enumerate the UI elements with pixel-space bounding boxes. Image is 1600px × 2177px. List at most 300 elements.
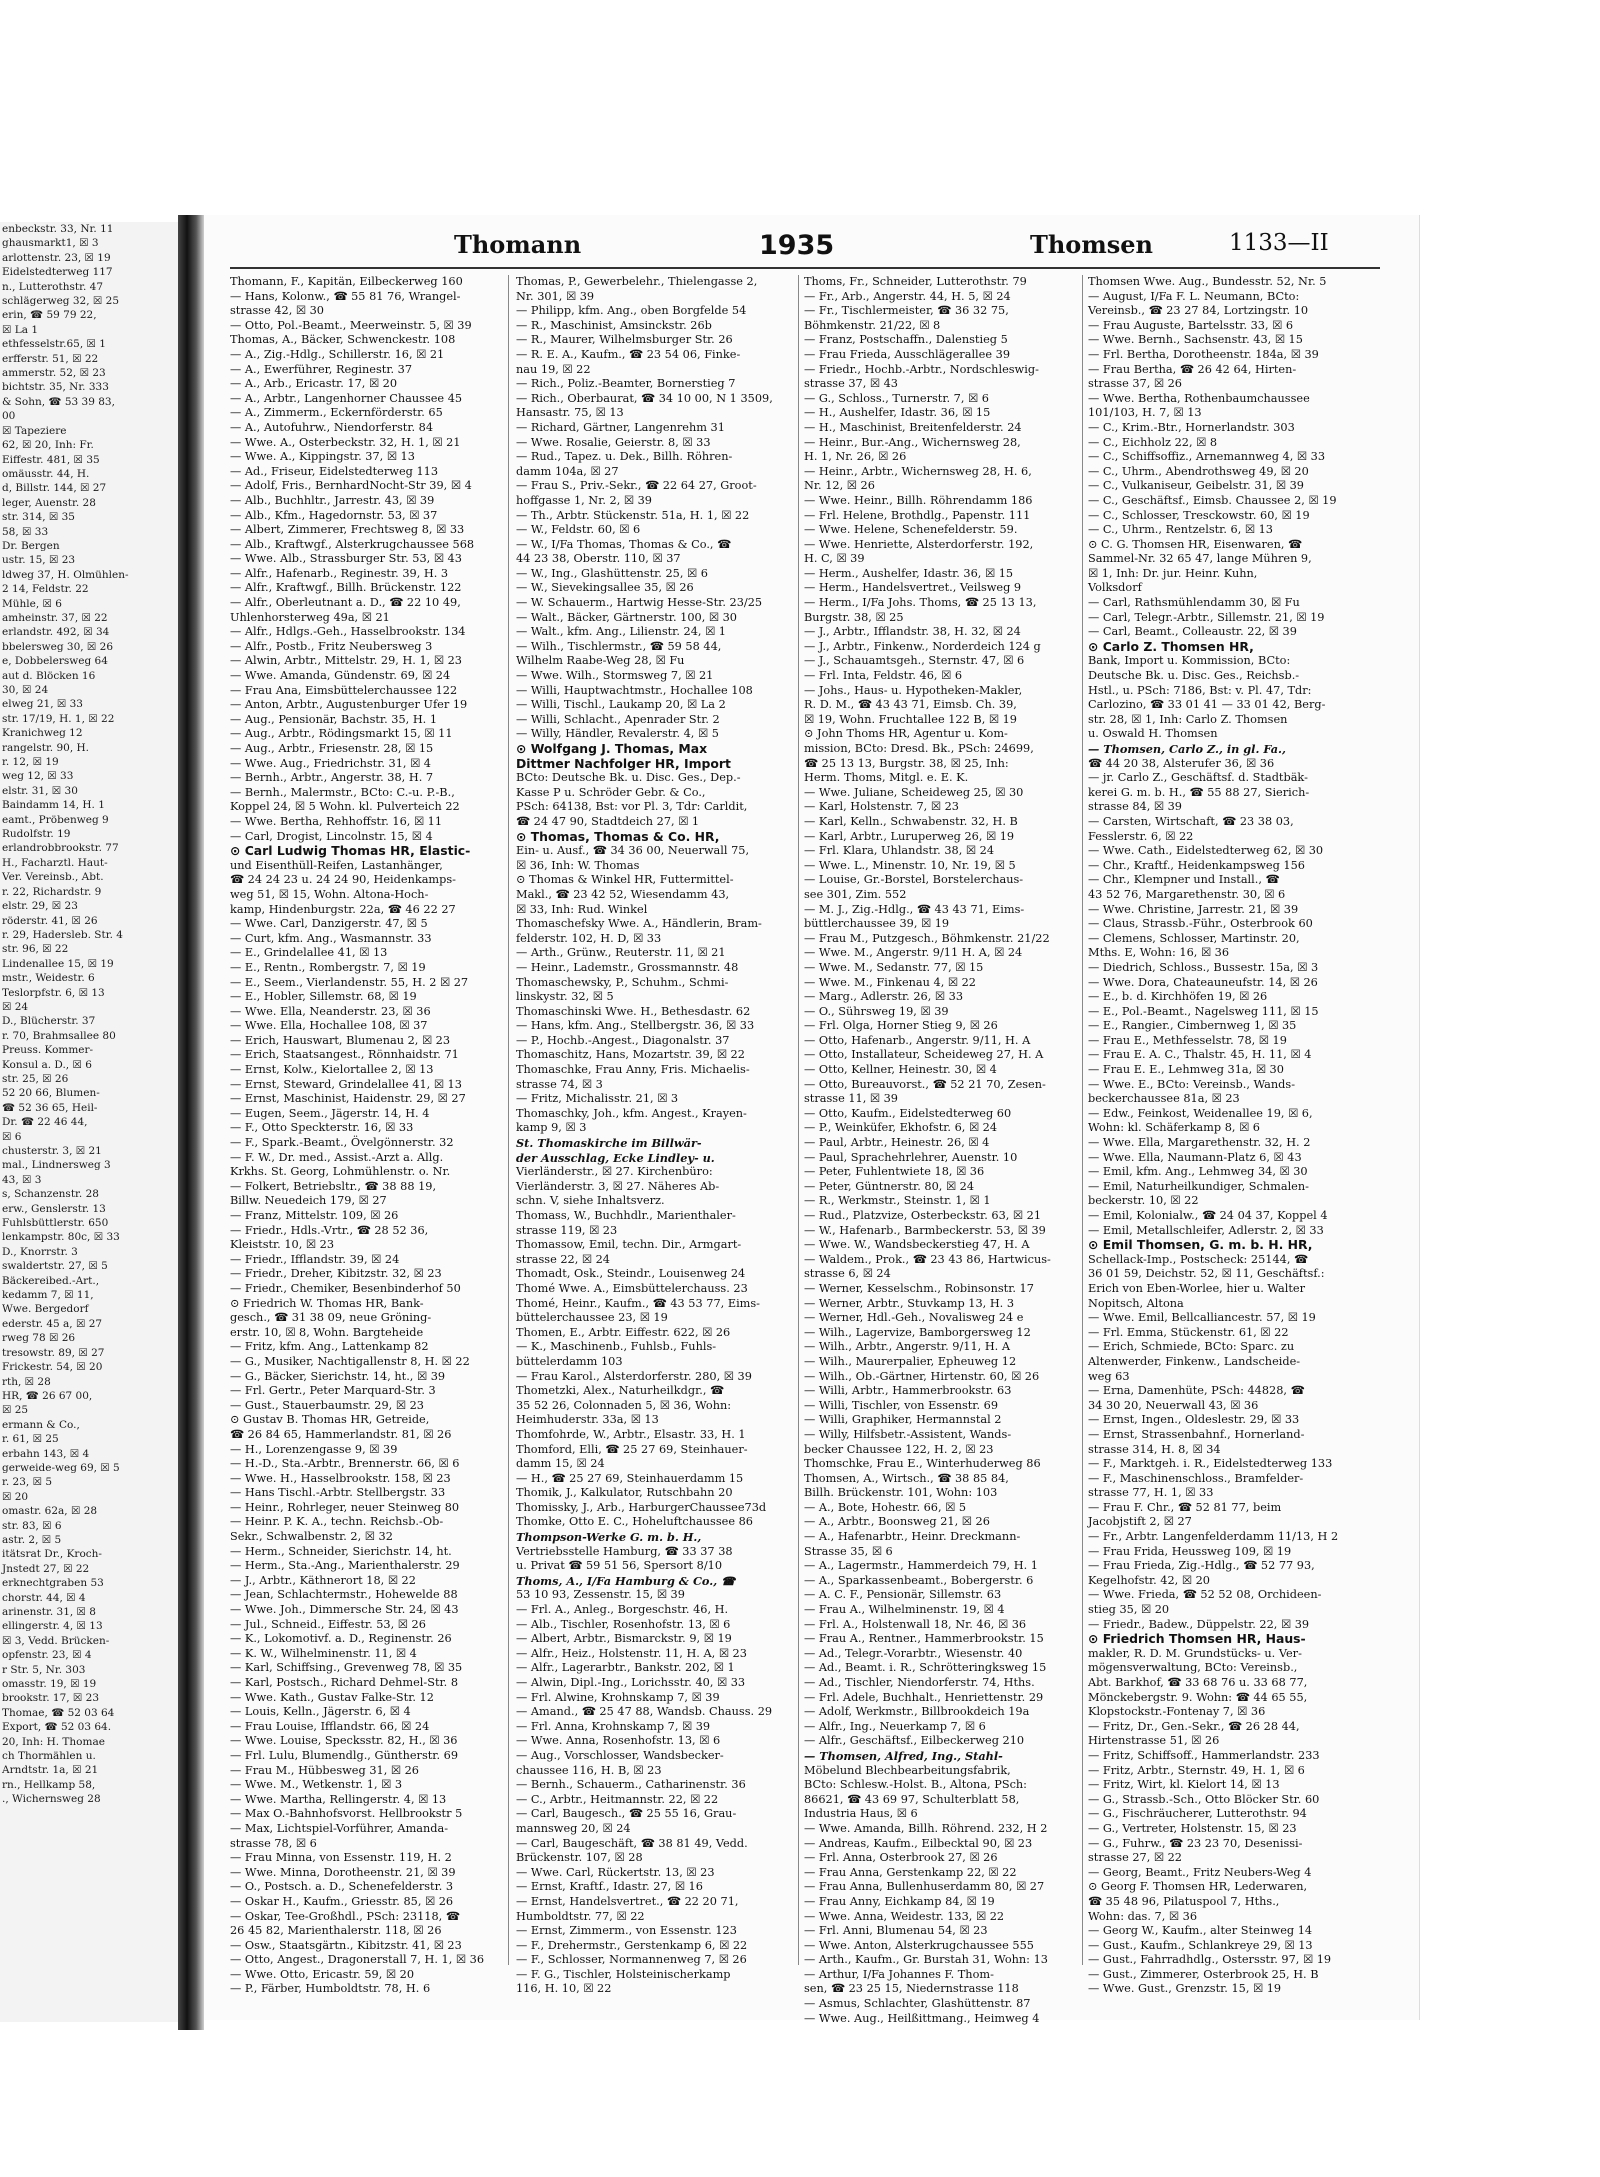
directory-entry: — Louise, Gr.-Borstel, Borstelerchaus- [804,873,1024,887]
facing-page-line: erw., Genslerstr. 13 [2,1202,106,1215]
directory-entry: Wilhelm Raabe-Weg 28, ☒ Fu [516,654,685,668]
facing-page-line: tresowstr. 89, ☒ 27 [2,1346,105,1359]
directory-entry: — Carl, Rathsmühlendamm 30, ☒ Fu [1088,596,1300,610]
facing-page-line: rangelstr. 90, H. [2,741,90,754]
directory-entry: Nopitsch, Altona [1088,1296,1184,1310]
directory-entry: — A., Zig.-Hdlg., Schillerstr. 16, ☒ 21 [230,347,445,361]
directory-entry: — Wwe. Amanda, Gündenstr. 69, ☒ 24 [230,669,451,683]
facing-page-line: 20, Inh: H. Thomae [2,1735,105,1748]
directory-entry: — F., Drehermstr., Gerstenkamp 6, ☒ 22 [516,1938,748,1952]
directory-entry: — Ernst, Kraftf., Idastr. 27, ☒ 16 [516,1880,703,1894]
directory-entry: — Max, Lichtspiel-Vorführer, Amanda- [230,1821,449,1835]
directory-entry: — Wwe. M., Finkenau 4, ☒ 22 [804,975,976,989]
directory-entry: Thompson-Werke G. m. b. H., [516,1530,702,1545]
facing-page-line: str. 83, ☒ 6 [2,1519,62,1532]
directory-entry: — Friedr., Ifflandstr. 39, ☒ 24 [230,1252,400,1266]
directory-entry: 43 52 76, Margarethenstr. 30, ☒ 6 [1088,887,1286,901]
directory-entry: ☒ 36, Inh: W. Thomas [516,858,640,872]
directory-entry: und Eisenthüll-Reifen, Lastanhänger, [230,858,443,872]
directory-entry: — G., Vertreter, Holstenstr. 15, ☒ 23 [1088,1821,1297,1835]
directory-entry: — Max O.-Bahnhofsvorst. Hellbrookstr 5 [230,1807,463,1821]
directory-entry: Bank, Import u. Kommission, BCto: [1088,654,1291,668]
directory-entry: — Thomsen, Alfred, Ing., Stahl- [804,1748,1003,1763]
directory-entry: ☎ 24 24 23 u. 24 24 90, Heidenkamps- [230,873,456,887]
directory-entry: — W., Hafenarb., Barmbeckerstr. 53, ☒ 39 [804,1223,1046,1237]
facing-page-line: Fuhlsbüttlerstr. 650 [2,1217,109,1230]
directory-entry: Thomford, Elli, ☎ 25 27 69, Steinhauer- [516,1442,748,1456]
directory-entry: — Diedrich, Schloss., Bussestr. 15a, ☒ 3 [1088,960,1319,974]
directory-entry: — Marg., Adlerstr. 26, ☒ 33 [804,990,964,1004]
directory-entry: Thomik, J., Kalkulator, Rutschbahn 20 [516,1486,733,1500]
directory-entry: — Frau Anna, Gerstenkamp 22, ☒ 22 [804,1865,1017,1879]
directory-entry: büttelerchaussee 23, ☒ 19 [516,1311,668,1325]
directory-entry: mögensverwaltung, BCto: Vereinsb., [1088,1661,1298,1675]
facing-page-line: eamt., Pröbenweg 9 [2,813,109,826]
directory-entry: — Arthur, I/Fa Johannes F. Thom- [804,1967,994,1981]
directory-entry: — Louis, Kelln., Jägerstr. 6, ☒ 4 [230,1705,411,1719]
directory-entry: strasse 314, H. 8, ☒ 34 [1088,1442,1221,1456]
directory-entry: PSch: 64138, Bst: vor Pl. 3, Tdr: Carldit, [516,800,748,814]
directory-entry: — Heinr. P. K. A., techn. Reichsb.-Ob- [230,1515,444,1529]
directory-entry: — Oskar, Tee-Großhdl., PSch: 23118, ☎ [230,1909,460,1923]
column-divider [798,275,799,1965]
directory-entry: — Heinr., Bur.-Ang., Wichernsweg 28, [804,435,1021,449]
directory-entry: — Alfr., Heiz., Holstenstr. 11, H. A, ☒ 23 [516,1646,747,1660]
facing-page-line: chusterstr. 3, ☒ 21 [2,1145,102,1157]
directory-entry: — Alwin, Arbtr., Mittelstr. 29, H. 1, ☒ 23 [230,654,462,668]
directory-entry: Thomaschke, Frau Anny, Fris. Michaelis- [516,1063,750,1077]
directory-entry: ⊙ Emil Thomsen, G. m. b. H. HR, [1088,1237,1313,1253]
directory-entry: Thoms, Fr., Schneider, Lutterothstr. 79 [804,275,1027,288]
directory-entry: — Wwe. M., Wetkenstr. 1, ☒ 3 [230,1778,403,1792]
directory-entry: — Wwe. Joh., Dimmersche Str. 24, ☒ 43 [230,1603,459,1617]
directory-entry: — Wwe. Ella, Hochallee 108, ☒ 37 [230,1019,428,1033]
facing-page-line: astr. 2, ☒ 5 [2,1533,62,1546]
directory-entry: — Otto, Kaufm., Eidelstedterweg 60 [804,1106,1012,1120]
directory-entry: — Georg W., Kaufm., alter Steinweg 14 [1088,1924,1313,1938]
directory-entry: — Otto, Kellner, Heinestr. 30, ☒ 4 [804,1063,997,1077]
directory-entry: 44 23 38, Oberstr. 110, ☒ 37 [516,552,681,566]
directory-entry: — Peter, Güntnerstr. 80, ☒ 24 [804,1179,975,1193]
directory-entry: ☒ 1, Inh: Dr. jur. Heinr. Kuhn, [1088,566,1258,580]
directory-entry: — R., Werkmstr., Steinstr. 1, ☒ 1 [804,1194,991,1208]
directory-entry: Kleiststr. 10, ☒ 23 [230,1238,335,1252]
directory-entry: — Ernst, Handelsvertret., ☎ 22 20 71, [516,1894,739,1908]
directory-entry: — Ernst, Ingen., Oldeslestr. 29, ☒ 33 [1088,1413,1300,1427]
facing-page-line: HR, ☎ 26 67 00, [2,1389,93,1402]
directory-entry: 116, H. 10, ☒ 22 [516,1982,612,1996]
directory-entry: — Frau Anna, Bullenhuserdamm 80, ☒ 27 [804,1880,1045,1894]
directory-entry: — Andreas, Kaufm., Eilbecktal 90, ☒ 23 [804,1836,1033,1850]
directory-entry: — Wwe. Henriette, Alsterdorferstr. 192, [804,537,1034,551]
facing-page-line: ghausmarkt1, ☒ 3 [2,237,99,250]
facing-page-line: Lindenallee 15, ☒ 19 [2,957,114,970]
directory-entry: — C., Vulkaniseur, Geibelstr. 31, ☒ 39 [1088,479,1304,493]
facing-page-line: kedamm 7, ☒ 11, [2,1289,94,1302]
directory-entry: — Wwe. Juliane, Scheideweg 25, ☒ 30 [804,785,1024,799]
directory-entry: strasse 11, ☒ 39 [804,1092,898,1106]
directory-entry: Wohn: das. 7, ☒ 36 [1088,1909,1198,1923]
directory-entry: — Peter, Fuhlentwiete 18, ☒ 36 [804,1165,985,1179]
directory-entry: — Wilh., Maurerpalier, Epheuweg 12 [804,1354,1017,1368]
directory-entry: — Wwe. E., BCto: Vereinsb., Wands- [1088,1077,1296,1091]
directory-entry: — Bernh., Arbtr., Angerstr. 38, H. 7 [230,771,434,785]
facing-page-line: ., Wichernsweg 28 [2,1793,101,1806]
facing-page-line: Dr. Bergen [2,539,60,552]
directory-entry: Uhlenhorsterweg 49a, ☒ 21 [230,610,390,624]
facing-page-line: ethfesselstr.65, ☒ 1 [2,338,106,351]
directory-entry: — Adolf, Werkmstr., Billbrookdeich 19a [804,1705,1030,1719]
directory-entry: strasse 37, ☒ 26 [1088,377,1182,391]
directory-entry: strasse 37, ☒ 43 [804,377,898,391]
directory-entry: — K., Maschinenb., Fuhlsb., Fuhls- [516,1340,717,1354]
directory-entry: Thomen, E., Arbtr. Eiffestr. 622, ☒ 26 [516,1325,731,1339]
facing-page-line: ☒ 20 [2,1490,29,1503]
facing-page-line: erfferstr. 51, ☒ 22 [2,352,99,365]
directory-entry: — A., Arbtr., Boonsweg 21, ☒ 26 [804,1515,990,1529]
directory-entry: — A., Bote, Hohestr. 66, ☒ 5 [804,1500,967,1514]
directory-entry: 101/103, H. 7, ☒ 13 [1088,406,1202,420]
directory-entry: — Carl, Baugesch., ☎ 25 55 16, Grau- [516,1807,737,1821]
directory-entry: — A., Autofuhrw., Niendorferstr. 84 [230,420,434,434]
directory-entry: — Erich, Schmiede, BCto: Sparc. zu [1088,1340,1295,1354]
directory-entry: — Alfr., Ing., Neuerkamp 7, ☒ 6 [804,1719,986,1733]
directory-entry: — Wwe. Ella, Naumann-Platz 6, ☒ 43 [1088,1150,1302,1164]
directory-entry: — Werner, Arbtr., Stuvkamp 13, H. 3 [804,1296,1015,1310]
facing-page-line: röderstr. 41, ☒ 26 [2,914,98,927]
directory-entry: — Rich., Oberbaurat, ☎ 34 10 00, N 1 3509, [516,391,773,405]
directory-entry: — Georg, Beamt., Fritz Neubers-Weg 4 [1088,1865,1312,1879]
directory-entry: — Frl. Bertha, Dorotheenstr. 184a, ☒ 39 [1088,347,1319,361]
directory-entry: schn. V, siehe Inhaltsverz. [516,1194,665,1208]
facing-page-line: ederstr. 45 a, ☒ 27 [2,1317,103,1330]
directory-entry: — Alb., Kfm., Hagedornstr. 53, ☒ 37 [230,508,438,522]
directory-entry: — Wwe. Dora, Chateauneufstr. 14, ☒ 26 [1088,975,1318,989]
facing-page-line: leger, Auenstr. 28 [2,496,96,509]
facing-page-line: Kranichweg 12 [2,727,83,740]
directory-entry: — Walt., Bäcker, Gärtnerstr. 100, ☒ 30 [516,610,737,624]
directory-entry: — F., Schlosser, Normannenweg 7, ☒ 26 [516,1953,747,1967]
directory-entry: — Wwe. L., Minenstr. 10, Nr. 19, ☒ 5 [804,858,1016,872]
facing-page-line: ☒ 3, Vedd. Brücken- [2,1634,110,1647]
directory-entry: Thomadt, Osk., Steindr., Louisenweg 24 [516,1267,746,1281]
facing-page-line: ☒ Tapeziere [2,424,67,437]
directory-entry: Mönckebergstr. 9. Wohn: ☎ 44 65 55, [1088,1690,1308,1704]
directory-entry: — C., Arbtr., Heitmannstr. 22, ☒ 22 [516,1792,719,1806]
directory-entry: — F., Maschinenschloss., Bramfelder- [1088,1471,1304,1485]
directory-entry: — Willi, Tischl., Laukamp 20, ☒ La 2 [516,698,726,712]
directory-entry: kerei G. m. b. H., ☎ 55 88 27, Sierich- [1088,785,1310,799]
facing-page-line: s, Schanzenstr. 28 [2,1188,99,1201]
directory-entry: — Frl. Adele, Buchhalt., Henriettenstr. 29 [804,1690,1044,1704]
facing-page-line: 52 20 66, Blumen- [2,1087,100,1100]
directory-entry: — Erich, Hauswart, Blumenau 2, ☒ 23 [230,1033,451,1047]
directory-entry: — Arth., Grünw., Reuterstr. 11, ☒ 21 [516,946,726,960]
facing-page-line: d, Billstr. 144, ☒ 27 [2,482,107,495]
directory-entry: — Willi, Schlacht., Apenrader Str. 2 [516,712,720,726]
directory-entry: — Frau S., Priv.-Sekr., ☎ 22 64 27, Groot- [516,479,757,493]
directory-entry: — H.-D., Sta.-Arbtr., Brennerstr. 66, ☒ 6 [230,1457,460,1471]
directory-entry: — Philipp, kfm. Ang., oben Borgfelde 54 [516,304,747,318]
directory-entry: — H., Aushelfer, Idastr. 36, ☒ 15 [804,406,991,420]
directory-entry: — A. C. F., Pensionär, Sillemstr. 63 [804,1588,1002,1602]
directory-entry: — Wilh., Tischlermstr., ☎ 59 58 44, [516,639,722,653]
directory-entry: — Chr., Klempner und Install., ☎ [1088,873,1280,887]
directory-entry: — Frau M., Putzgesch., Böhmkenstr. 21/22 [804,931,1050,945]
directory-entry: — Frau A., Wilhelminenstr. 19, ☒ 4 [804,1603,1005,1617]
facing-page-line: erlandstr. 492, ☒ 34 [2,626,110,639]
directory-entry: — Gust., Stauerbaumstr. 29, ☒ 23 [230,1398,424,1412]
directory-entry: — Willy, Händler, Revalerstr. 4, ☒ 5 [516,727,719,741]
directory-entry: mannsweg 20, ☒ 24 [516,1821,631,1835]
facing-page-line: str. 17/19, H. 1, ☒ 22 [2,712,115,725]
facing-page-line: ☒ 6 [2,1130,22,1143]
facing-page-line: erbahn 143, ☒ 4 [2,1447,90,1460]
directory-entry: — Frau Louise, Ifflandstr. 66, ☒ 24 [230,1719,430,1733]
facing-page-line: 58, ☒ 33 [2,525,49,538]
directory-entry: Thomfohrde, W., Arbtr., Elsastr. 33, H. 1 [516,1427,746,1441]
directory-entry: — G., Bäcker, Sierichstr. 14, ht., ☒ 39 [230,1369,446,1383]
directory-entry: — Frl. Anna, Osterbrook 27, ☒ 26 [804,1851,998,1865]
facing-page-line: r. 12, ☒ 19 [2,756,59,769]
page-header [204,230,1419,270]
directory-entry: — Folkert, Betriebsltr., ☎ 38 88 19, [230,1179,437,1193]
directory-entry: — Wilh., Lagervize, Bamborgersweg 12 [804,1325,1031,1339]
facing-page-line: elweg 21, ☒ 33 [2,698,83,711]
directory-entry: — Karl, Schiffsing., Grevenweg 78, ☒ 35 [230,1661,463,1675]
directory-entry: — Ad., Beamt. i. R., Schrötteringksweg 15 [804,1661,1047,1675]
directory-entry: — Herm., Aushelfer, Idastr. 36, ☒ 15 [804,566,1014,580]
header-year: 1935 [759,230,835,261]
directory-entry: makler, R. D. M. Grundstücks- u. Ver- [1088,1646,1302,1660]
directory-entry: — Wwe. Anna, Rosenhofstr. 13, ☒ 6 [516,1734,721,1748]
directory-entry: Böhmkenstr. 21/22, ☒ 8 [804,318,941,332]
directory-entry: — Chr., Kraftf., Heidenkampsweg 156 [1088,858,1305,872]
directory-entry: — Wwe. Carl, Rückertstr. 13, ☒ 23 [516,1865,715,1879]
facing-page-line: Preuss. Kommer- [2,1044,94,1057]
facing-page-line: r. 70, Brahmsallee 80 [2,1029,116,1042]
directory-entry: — H., Lorenzengasse 9, ☒ 39 [230,1442,398,1456]
directory-entry: H. 1, Nr. 26, ☒ 26 [804,450,907,464]
directory-entry: — Wwe. Bertha, Rothenbaumchaussee [1088,391,1310,405]
directory-entry: — Wwe. Alb., Strassburger Str. 53, ☒ 43 [230,552,462,566]
directory-entry: — Wwe. Amanda, Billh. Röhrend. 232, H 2 [804,1821,1048,1835]
directory-entry: — Friedr., Dreher, Kibitzstr. 32, ☒ 23 [230,1267,442,1281]
directory-entry: — Aug., Vorschlosser, Wandsbecker- [516,1748,724,1762]
directory-entry: — Oskar H., Kaufm., Griesstr. 85, ☒ 26 [230,1894,454,1908]
facing-page-line: elstr. 31, ☒ 30 [2,784,78,797]
directory-entry: — Otto, Hafenarb., Angerstr. 9/11, H. A [804,1033,1031,1047]
directory-entry: — Willi, Arbtr., Hammerbrookstr. 63 [804,1384,1012,1398]
directory-entry: — Claus, Strassb.-Führ., Osterbrook 60 [1088,917,1313,931]
directory-entry: Brückenstr. 107, ☒ 28 [516,1851,643,1865]
directory-entry: 26 45 82, Marienthalerstr. 118, ☒ 26 [230,1924,442,1938]
directory-entry: Thomschke, Frau E., Winterhuderweg 86 [804,1457,1041,1471]
directory-entry: — Friedr., Badew., Düppelstr. 22, ☒ 39 [1088,1617,1310,1631]
facing-page-line: ammerstr. 52, ☒ 23 [2,367,106,380]
directory-entry: — P., Färber, Humboldtstr. 78, H. 6 [230,1982,431,1996]
directory-page [204,215,1420,2025]
directory-entry: — Frl. Emma, Stückenstr. 61, ☒ 22 [1088,1325,1289,1339]
directory-entry: — Franz, Mittelstr. 109, ☒ 26 [230,1209,399,1222]
directory-entry: ☒ 19, Wohn. Fruchtallee 122 B, ☒ 19 [804,712,1017,726]
directory-entry: Hirtenstrasse 51, ☒ 26 [1088,1734,1220,1748]
directory-entry: — Gust., Kaufm., Schlankreye 29, ☒ 13 [1088,1938,1313,1952]
directory-entry: — Walt., kfm. Ang., Lilienstr. 24, ☒ 1 [516,625,726,639]
directory-entry: Herm. Thoms, Mitgl. e. E. K. [804,771,969,785]
directory-entry: — Anton, Arbtr., Augustenburger Ufer 19 [230,698,468,712]
directory-entry: — J., Arbtr., Käthnerort 18, ☒ 22 [230,1573,416,1587]
directory-entry: Hstl., u. PSch: 7186, Bst: v. Pl. 47, Tdr: [1088,683,1312,697]
directory-entry: — J., Arbtr., Ifflandstr. 38, H. 32, ☒ 24 [804,625,1021,639]
directory-entry: — Rich., Poliz.-Beamter, Bornerstieg 7 [516,377,736,391]
directory-entry: — Herm., Schneider, Sierichstr. 14, ht. [230,1544,452,1558]
directory-entry: — W., Feldstr. 60, ☒ 6 [516,523,641,537]
directory-entry: 53 10 93, Zessenstr. 15, ☒ 39 [516,1588,685,1602]
book-gutter [178,215,204,2030]
directory-entry: R. D. M., ☎ 43 43 71, Eimsb. Ch. 39, [804,698,1017,712]
directory-entry: — K. W., Wilhelminenstr. 11, ☒ 4 [230,1646,417,1660]
directory-entry: — R. E. A., Kaufm., ☎ 23 54 06, Finke- [516,347,741,361]
directory-entry: — Emil, Kolonialw., ☎ 24 04 37, Koppel 4 [1088,1209,1328,1222]
directory-entry: — Frau M., Hübbesweg 31, ☒ 26 [230,1763,419,1777]
column-3 [804,275,1080,2025]
facing-page-line: 62, ☒ 20, Inh: Fr. [2,439,94,452]
directory-entry: — Karl, Arbtr., Luruperweg 26, ☒ 19 [804,829,1015,843]
directory-entry: — Willi, Graphiker, Hermannstal 2 [804,1413,1002,1427]
directory-entry: ☎ 44 20 38, Alsterufer 36, ☒ 36 [1088,756,1275,770]
directory-entry: hoffgasse 1, Nr. 2, ☒ 39 [516,493,652,507]
directory-entry: Schellack-Imp., Postscheck: 25144, ☎ [1088,1252,1309,1266]
directory-entry: — Gust., Fahrradhdlg., Ostersstr. 97, ☒ 19 [1088,1953,1332,1967]
directory-entry: Thomaschinski Wwe. H., Bethesdastr. 62 [516,1004,751,1018]
directory-entry: — Werner, Kesselschm., Robinsonstr. 17 [804,1281,1034,1295]
directory-entry: — Wwe. Anton, Alsterkrugchaussee 555 [804,1938,1034,1952]
directory-entry: — Wwe. Aug., Heilßittmang., Heimweg 4 [804,2011,1040,2025]
directory-entry: Nr. 12, ☒ 26 [804,479,875,493]
directory-entry: Thomas, A., Bäcker, Schwenckestr. 108 [230,333,456,347]
directory-entry: — Friedr., Hochb.-Arbtr., Nordschleswig- [804,362,1039,376]
directory-entry: 34 30 20, Neuerwall 43, ☒ 36 [1088,1398,1259,1412]
directory-entry: — Johs., Haus- u. Hypotheken-Makler, [804,683,1023,697]
directory-entry: — H., Maschinist, Breitenfelderstr. 24 [804,420,1022,434]
directory-entry: — Otto, Pol.-Beamt., Meerweinstr. 5, ☒ 39 [230,318,472,332]
directory-entry: der Ausschlag, Ecke Lindley- u. [516,1150,715,1165]
facing-page-line: Rudolfstr. 19 [2,828,71,841]
directory-entry: — Paul, Arbtr., Heinestr. 26, ☒ 4 [804,1136,990,1150]
facing-page-line: bichtstr. 35, Nr. 333 [2,381,109,394]
directory-entry: — Frau A., Rentner., Hammerbrookstr. 15 [804,1632,1044,1646]
facing-page-line: arinenstr. 31, ☒ 8 [2,1606,96,1618]
directory-entry: — Wwe. Louise, Specksstr. 82, H., ☒ 36 [230,1734,458,1748]
directory-entry: BCto: Deutsche Bk. u. Disc. Ges., Dep.- [516,771,741,785]
directory-entry: — Frau E. A. C., Thalstr. 45, H. 11, ☒ 4 [1088,1048,1312,1062]
directory-entry: — Emil, kfm. Ang., Lehmweg 34, ☒ 30 [1088,1165,1308,1179]
directory-entry: Thomaschefsky Wwe. A., Händlerin, Bram- [516,917,762,931]
facing-page-line: Ver. Vereinsb., Abt. [2,871,104,884]
directory-entry: chaussee 116, H. B, ☒ 23 [516,1763,662,1777]
directory-entry: Thomaschky, Joh., kfm. Angest., Krayen- [516,1106,747,1120]
directory-entry: kamp 9, ☒ 3 [516,1121,587,1135]
directory-entry: St. Thomaskirche im Billwär- [516,1136,702,1151]
directory-entry: — Paul, Sprachehrlehrer, Auenstr. 10 [804,1150,1018,1164]
directory-entry: — Frl. A., Anleg., Borgeschstr. 46, H. [516,1603,729,1617]
facing-page-line: Frickestr. 54, ☒ 20 [2,1361,103,1374]
directory-entry: — jr. Carlo Z., Geschäftsf. d. Stadtbäk- [1088,771,1308,785]
directory-entry: — Waldem., Prok., ☎ 23 43 86, Hartwicus- [804,1252,1051,1266]
facing-page-line: ☒ 24 [2,1000,29,1013]
facing-page-line: erin, ☎ 59 79 22, [2,309,97,322]
facing-page-line: ermann & Co., [2,1418,80,1431]
directory-entry: Vierländerstr., ☒ 27. Kirchenbüro: [516,1165,713,1179]
facing-page-line: chorstr. 44, ☒ 4 [2,1591,86,1604]
directory-entry: Thomke, Otto E. C., Hoheluftchaussee 86 [516,1515,753,1529]
directory-entry: Thometzki, Alex., Naturheilkdgr., ☎ [516,1384,725,1398]
directory-entry: — P., Hochb.-Angest., Diagonalstr. 37 [516,1033,730,1047]
directory-entry: — Wwe. Gust., Grenzstr. 15, ☒ 19 [1088,1982,1282,1996]
column-divider [1082,275,1083,1965]
directory-entry: — C., Uhrm., Abendrothsweg 49, ☒ 20 [1088,464,1309,478]
directory-entry: H. C, ☒ 39 [804,552,865,566]
directory-entry: gesch., ☎ 31 38 09, neue Gröning- [230,1311,432,1325]
directory-entry: — Carl, Beamt., Colleaustr. 22, ☒ 39 [1088,625,1297,639]
directory-entry: Humboldtstr. 77, ☒ 22 [516,1909,645,1923]
directory-entry: see 301, Zim. 552 [804,887,907,901]
directory-entry: — Frl. Alwine, Krohnskamp 7, ☒ 39 [516,1690,720,1704]
directory-entry: — Otto, Angest., Dragonerstall 7, H. 1, ☒ 36 [230,1953,485,1967]
directory-entry: — Fr., Tischlermeister, ☎ 36 32 75, [804,304,1009,318]
directory-entry: — P., Weinküfer, Ekhofstr. 6, ☒ 24 [804,1121,998,1135]
directory-entry: — Alfr., Hdlgs.-Geh., Hasselbrookstr. 134 [230,625,466,639]
directory-entry: Thomassow, Emil, techn. Dir., Armgart- [516,1238,742,1252]
directory-entry: ⊙ Friedrich Thomsen HR, Haus- [1088,1631,1306,1647]
directory-entry: Thomaschewsky, P., Schuhm., Schmi- [516,975,729,989]
directory-entry: — F., Marktgeh. i. R., Eidelstedterweg 133 [1088,1457,1333,1471]
directory-entry: strasse 27, ☒ 22 [1088,1851,1182,1865]
directory-entry: — Aug., Arbtr., Rödingsmarkt 15, ☒ 11 [230,727,453,741]
directory-entry: strasse 77, H. 1, ☒ 33 [1088,1486,1214,1500]
facing-page-line: 2 14, Feldstr. 22 [2,583,89,596]
facing-page-line: Baindamm 14, H. 1 [2,799,105,812]
directory-entry: ☒ 33, Inh: Rud. Winkel [516,902,648,916]
header-page-number: 1133—II [1229,230,1329,256]
directory-entry: — Adolf, Fris., BernhardNocht-Str 39, ☒ 4 [230,479,472,493]
directory-entry: u. Oswald H. Thomsen [1088,727,1218,741]
facing-page-line: ☒ La 1 [2,323,39,336]
directory-entry: — G., Fuhrw., ☎ 23 23 70, Desenissi- [1088,1836,1303,1850]
directory-entry: büttlerchaussee 39, ☒ 19 [804,917,950,931]
directory-entry: — Ad., Tischler, Niendorferstr. 74, Hths. [804,1676,1035,1689]
facing-page-line: amheinstr. 37, ☒ 22 [2,611,108,624]
directory-entry: — Th., Arbtr. Stückenstr. 51a, H. 1, ☒ 22 [516,508,750,522]
directory-entry: — Karl, Kelln., Schwabenstr. 32, H. B [804,814,1018,828]
directory-entry: — Ernst, Maschinist, Haidenstr. 29, ☒ 27 [230,1092,466,1106]
directory-entry: Vierländerstr. 3, ☒ 27. Näheres Ab- [516,1179,720,1193]
directory-entry: Wohn: kl. Schäferkamp 8, ☒ 6 [1088,1121,1260,1135]
directory-entry: — A., Arbtr., Langenhorner Chaussee 45 [230,391,463,405]
facing-page-line: bbelersweg 30, ☒ 26 [2,640,114,653]
directory-entry: — Amand., ☎ 25 47 88, Wandsb. Chauss. 29 [516,1705,773,1719]
directory-entry: — Wwe. Helene, Schenefelderstr. 59. [804,523,1018,537]
directory-entry: — Ernst, Steward, Grindelallee 41, ☒ 13 [230,1077,462,1091]
directory-entry: 86621, ☎ 43 69 97, Schulterblatt 58, [804,1792,1020,1806]
directory-entry: — Curt, kfm. Ang., Wasmannstr. 33 [230,931,432,945]
directory-entry: — Wwe. M., Sedanstr. 77, ☒ 15 [804,960,984,974]
directory-entry: str. 28, ☒ 1, Inh: Carlo Z. Thomsen [1088,712,1288,726]
facing-page-line: omastr. 62a, ☒ 28 [2,1505,98,1518]
header-rule [230,267,1380,269]
header-last-name: Thomsen [1030,230,1153,259]
